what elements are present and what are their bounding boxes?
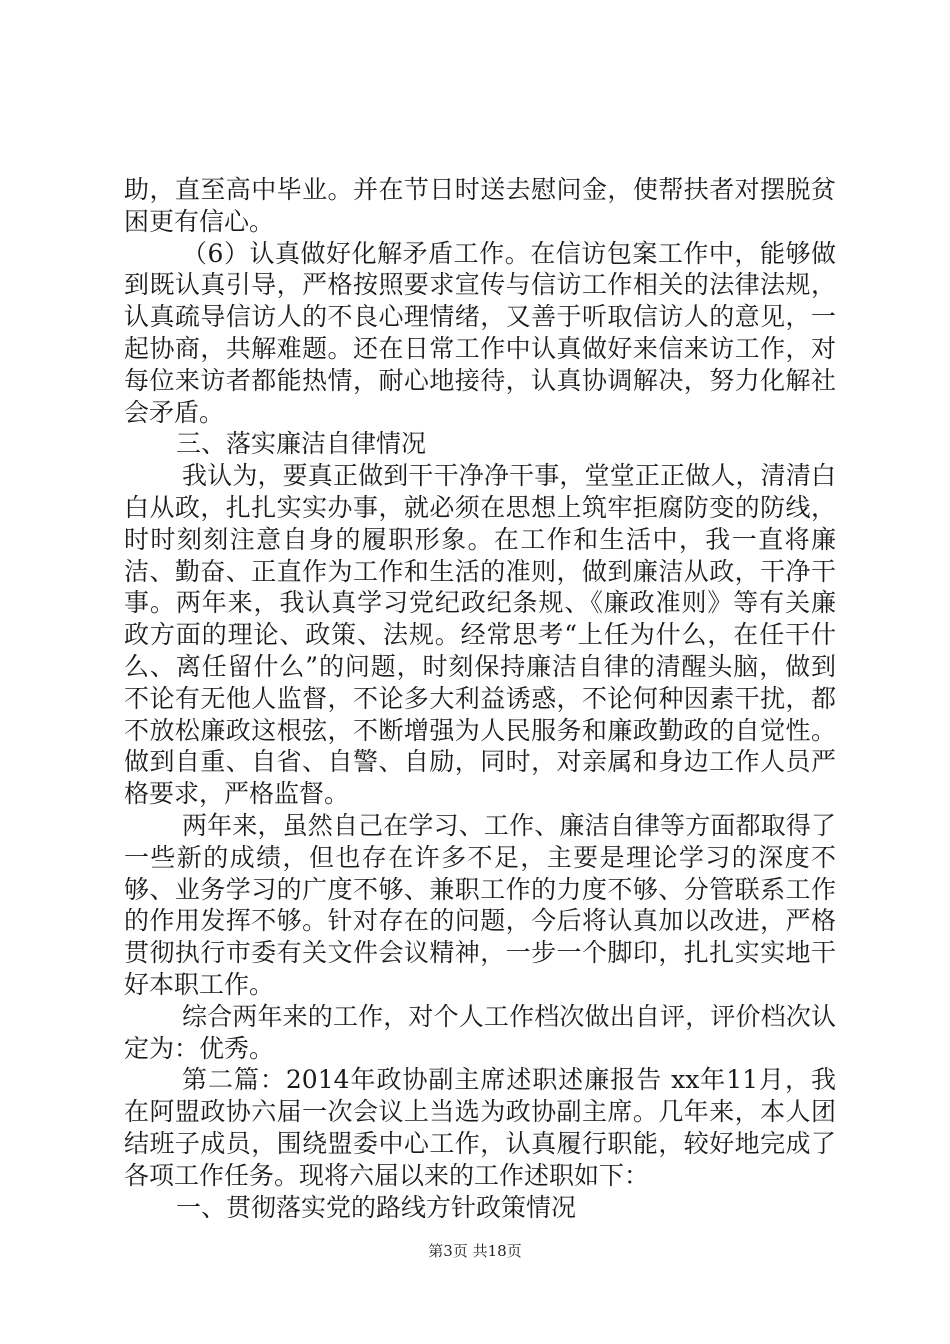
section-heading-integrity: 三、落实廉洁自律情况 <box>176 429 427 459</box>
paragraph-second-report: 第二篇：2014年政协副主席述职述廉报告 xx年11月，我在阿盟政协六届一次会议上当选为政协副主席。几年来，本人团结班子成员，围绕盟委中心工作，认真履行职能，较好地完成了各项工作任务。现将六届以来的工作述职如下： <box>124 1065 836 1190</box>
paragraph-resolve-conflicts: （6）认真做好化解矛盾工作。在信访包案工作中，能够做到既认真引导，严格按照要求宣传与信访工作相关的法律法规，认真疏导信访人的不良心理情绪，又善于听取信访人的意见，一起协商，共解难题。还在日常工作中认真做好来信来访工作，对每位来访者都能热情，耐心地接待，认真协调解决，努力化解社会矛盾。 <box>124 238 836 427</box>
page-footer: 第3页 共18页 <box>428 1242 522 1260</box>
paragraph-integrity: 我认为，要真正做到干干净净干事，堂堂正正做人，清清白白从政，扎扎实实办事，就必须在思想上筑牢拒腐防变的防线，时时刻刻注意自身的履职形象。在工作和生活中，我一直将廉洁、勤奋、正直作为工作和生活的准则，做到廉洁从政，干净干事。两年来，我认真学习党纪政纪条规、《廉政准则》等有关廉政方面的理论、政策、法规。经常思考“上任为什么，在任干什么、离任留什么”的问题，时刻保持廉洁自律的清醒头脑，做到不论有无他人监督，不论多大利益诱惑，不论何种因素干扰，都不放松廉政这根弦，不断增强为人民服务和廉政勤政的自觉性。做到自重、自省、自警、自励，同时，对亲属和身边工作人员严格要求，严格监督。 <box>124 461 836 809</box>
document-body <box>124 174 836 1223</box>
paragraph-shortcomings: 两年来，虽然自己在学习、工作、廉洁自律等方面都取得了一些新的成绩，但也存在许多不足，主要是理论学习的深度不够、业务学习的广度不够、兼职工作的力度不够、分管联系工作的作用发挥不够。针对存在的问题，今后将认真加以改进，严格贯彻执行市委有关文件会议精神，一步一个脚印，扎扎实实地干好本职工作。 <box>124 810 836 999</box>
paragraph-continuation: 助，直至高中毕业。并在节日时送去慰问金，使帮扶者对摆脱贫困更有信心。 <box>124 175 836 236</box>
section-heading-policy: 一、贯彻落实党的路线方针政策情况 <box>176 1192 577 1222</box>
paragraph-self-evaluation: 综合两年来的工作，对个人工作档次做出自评，评价档次认定为：优秀。 <box>124 1001 836 1063</box>
